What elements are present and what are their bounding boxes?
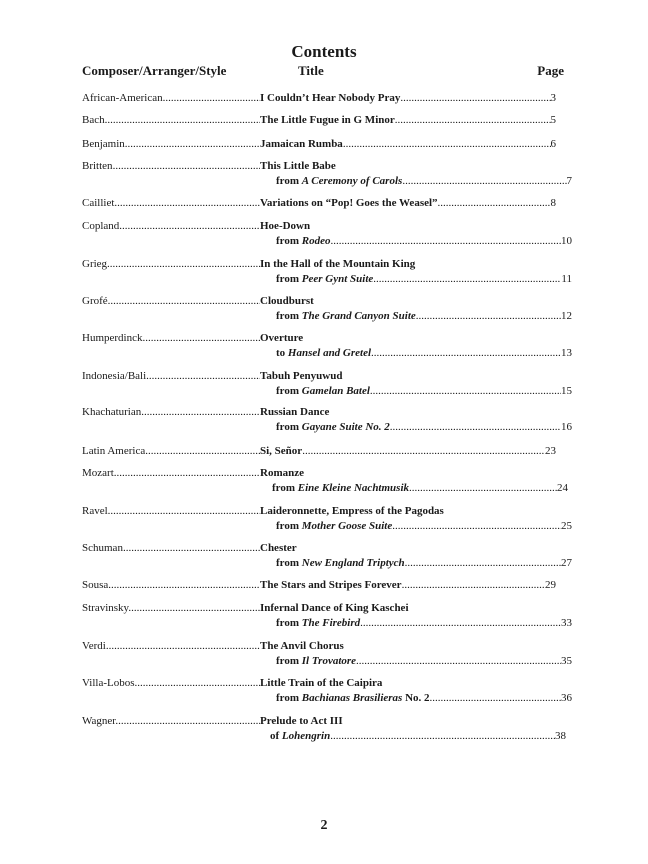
page-number: 2 [320, 818, 328, 833]
dot-leader [302, 444, 545, 459]
toc-entry [82, 257, 572, 287]
dot-leader [343, 137, 551, 152]
toc-title: The Stars and Stripes Forever [260, 579, 402, 591]
toc-composer: Copland ..... [82, 219, 260, 234]
toc-page-number: 24 [557, 482, 568, 494]
toc-subtitle-prefix: of [270, 730, 282, 742]
toc-entry [82, 219, 572, 249]
toc-title: The Anvil Chorus [260, 640, 344, 652]
toc-composer: Mozart ..... [82, 466, 260, 481]
toc-title: Laideronnette, Empress of the Pagodas [260, 505, 444, 517]
toc-title: Little Train of the Caipira [260, 677, 383, 689]
toc-subtitle-prefix: from [276, 175, 302, 187]
toc-subtitle-prefix: from [276, 617, 302, 629]
toc-composer: Humperdinck ..... [82, 331, 260, 346]
toc-title: I Couldn’t Hear Nobody Pray [260, 92, 401, 104]
toc-page-number: 12 [561, 310, 572, 322]
dot-leader [371, 346, 561, 361]
toc-subtitle-work: Eine Kleine Nachtmusik [297, 482, 410, 494]
toc-title: The Little Fugue in G Minor [260, 114, 395, 126]
toc-page-number: 33 [561, 617, 572, 629]
dot-leader [373, 272, 561, 287]
toc-subtitle-prefix: from [276, 655, 302, 667]
toc-subtitle-work: The Grand Canyon Suite [301, 310, 416, 322]
toc-composer: Benjamin ..... [82, 137, 260, 152]
toc-subtitle-work: Gamelan Batel [301, 385, 370, 397]
toc-page-number: 27 [561, 557, 572, 569]
toc-title: In the Hall of the Mountain King [260, 258, 416, 270]
toc-page-number: 5 [550, 114, 556, 126]
dot-leader [402, 174, 566, 189]
toc-entry [82, 541, 572, 571]
toc-entry [82, 601, 572, 631]
toc-page-number: 16 [561, 421, 572, 433]
dot-leader [438, 196, 551, 211]
toc-entry [82, 331, 572, 361]
toc-subtitle-prefix: from [276, 235, 302, 247]
page-title: Contents [291, 42, 357, 61]
toc-page-number: 11 [561, 273, 572, 285]
dot-leader [409, 481, 557, 496]
toc-subtitle-prefix: from [276, 692, 302, 704]
toc-page-number: 13 [561, 347, 572, 359]
toc-entry [82, 369, 572, 399]
toc-subtitle-prefix: from [276, 310, 302, 322]
toc-subtitle-work: Mother Goose Suite [301, 520, 393, 532]
toc-page-number: 6 [550, 138, 556, 150]
toc-subtitle-work: Il Trovatore [301, 655, 357, 667]
toc-subtitle-work: Rodeo [301, 235, 331, 247]
toc-subtitle-prefix: from [276, 557, 302, 569]
toc-title: Prelude to Act III [260, 715, 343, 727]
column-header-composer: Composer/Arranger/Style [82, 63, 227, 78]
toc-subtitle-work: Lohengrin [281, 730, 331, 742]
toc-entry [82, 578, 556, 593]
toc-subtitle-work: Gayane Suite No. 2 [301, 421, 390, 433]
dot-leader [395, 113, 551, 128]
toc-composer: Verdi ..... [82, 639, 260, 654]
toc-entry [82, 196, 556, 211]
toc-page-number: 8 [550, 197, 556, 209]
column-header-page: Page [537, 63, 564, 78]
toc-composer: Stravinsky ..... [82, 601, 260, 616]
toc-subtitle-work: A Ceremony of Carols [301, 175, 403, 187]
toc-page-number: 29 [545, 579, 556, 591]
toc-composer: Britten ..... [82, 159, 260, 174]
toc-composer: Schuman ..... [82, 541, 260, 556]
toc-page-number: 10 [561, 235, 572, 247]
toc-entry [82, 294, 572, 324]
dot-leader [390, 420, 561, 435]
toc-title: Variations on “Pop! Goes the Weasel” [260, 197, 438, 209]
dot-leader [370, 384, 561, 399]
toc-subtitle-prefix: from [276, 520, 302, 532]
dot-leader [331, 234, 562, 249]
toc-page-number: 7 [566, 175, 572, 187]
dot-leader [416, 309, 561, 324]
toc-entry [82, 444, 556, 459]
toc-subtitle-prefix: from [276, 273, 302, 285]
toc-entry [82, 714, 566, 744]
toc-title: Overture [260, 332, 304, 344]
toc-title: Tabuh Penyuwud [260, 370, 343, 382]
toc-title: Chester [260, 542, 297, 554]
toc-entry [82, 639, 572, 669]
toc-page-number: 23 [545, 445, 556, 457]
toc-entry [82, 91, 556, 106]
dot-leader [400, 91, 550, 106]
toc-entry [82, 159, 572, 189]
dot-leader [405, 556, 561, 571]
toc-page-number: 35 [561, 655, 572, 667]
toc-subtitle-work: New England Triptych [301, 557, 405, 569]
toc-composer: African-American ..... [82, 91, 260, 106]
toc-subtitle-work: Hansel and Gretel [287, 347, 372, 359]
toc-subtitle-work: Peer Gynt Suite [301, 273, 374, 285]
toc-page-number: 36 [561, 692, 572, 704]
dot-leader [392, 519, 561, 534]
toc-subtitle-prefix: from [272, 482, 298, 494]
toc-composer: Sousa ..... [82, 578, 260, 593]
toc-entry [82, 113, 556, 128]
toc-page-number: 38 [555, 730, 566, 742]
toc-title: Si, Señor [260, 445, 303, 457]
toc-composer: Grofé ..... [82, 294, 260, 309]
dot-leader [330, 729, 555, 744]
toc-page-number: 3 [550, 92, 556, 104]
toc-composer: Villa-Lobos ..... [82, 676, 260, 691]
toc-composer: Grieg ..... [82, 257, 260, 272]
toc-title: Russian Dance [260, 406, 330, 418]
toc-title: Infernal Dance of King Kaschei [260, 602, 409, 614]
toc-entry [82, 466, 568, 496]
toc-subtitle-prefix: from [276, 421, 302, 433]
toc-page-number: 15 [561, 385, 572, 397]
toc-composer: Cailliet ..... [82, 196, 260, 211]
toc-title: Romanze [260, 467, 304, 479]
toc-composer: Indonesia/Bali ..... [82, 369, 260, 384]
dot-leader [356, 654, 561, 669]
dot-leader [430, 691, 561, 706]
toc-title: This Little Babe [260, 160, 336, 172]
dot-leader [402, 578, 545, 593]
toc-composer: Ravel ..... [82, 504, 260, 519]
toc-composer: Latin America ..... [82, 444, 260, 459]
toc-subtitle-work: Bachianas Brasilieras [301, 692, 403, 704]
toc-composer: Bach ..... [82, 113, 260, 128]
toc-entry [82, 405, 572, 435]
toc-subtitle-prefix: to [276, 347, 288, 359]
toc-subtitle-work: The Firebird [301, 617, 361, 629]
toc-entry [82, 676, 572, 706]
toc-composer: Khachaturian ..... [82, 405, 260, 420]
toc-title: Hoe-Down [260, 220, 311, 232]
toc-subtitle-suffix: No. 2 [402, 692, 430, 704]
toc-title: Jamaican Rumba [260, 138, 343, 150]
toc-title: Cloudburst [260, 295, 314, 307]
toc-page-number: 25 [561, 520, 572, 532]
toc-entry [82, 137, 556, 152]
column-header-title: Title [298, 63, 324, 78]
dot-leader [360, 616, 561, 631]
toc-entry [82, 504, 572, 534]
toc-composer: Wagner ..... [82, 714, 260, 729]
toc-subtitle-prefix: from [276, 385, 302, 397]
